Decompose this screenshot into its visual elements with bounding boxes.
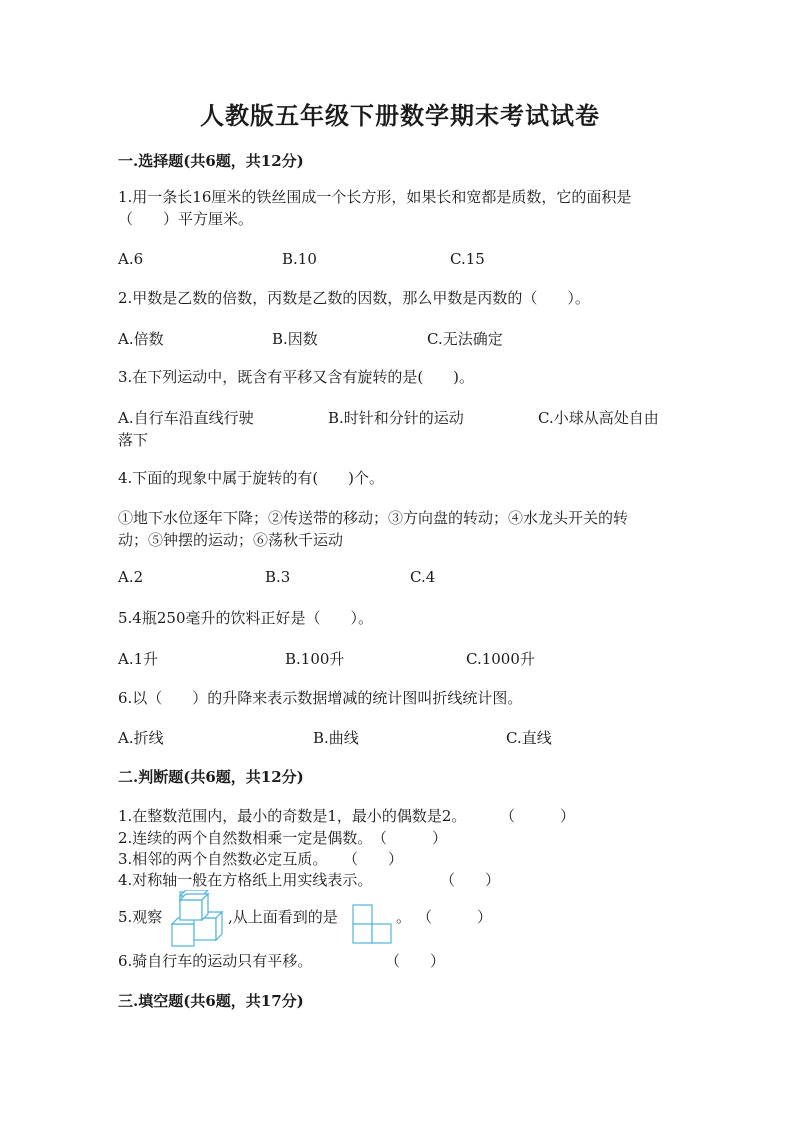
choice-question-2: 2.甲数是乙数的倍数，丙数是乙数的因数，那么甲数是丙数的（ ）。 <box>118 289 590 307</box>
choice-question-6: 6.以（ ）的升降来表示数据增减的统计图叫折线统计图。 <box>118 689 523 707</box>
top-view-figure <box>352 904 392 944</box>
question-stem-cont: （ ）平方厘米。 <box>118 210 254 228</box>
section-heading-judge: 二.判断题(共6题，共12分) <box>118 768 304 786</box>
choice-question-4: 4.下面的现象中属于旋转的有( )个。 <box>118 469 385 487</box>
option-b: B.3 <box>265 568 291 586</box>
judge-question-1: 1.在整数范围内，最小的奇数是1，最小的偶数是2。 <box>118 807 467 825</box>
option-a: A.6 <box>118 250 144 268</box>
judge-question-5-suffix: 。 <box>396 908 412 926</box>
judge-question-2: 2.连续的两个自然数相乘一定是偶数。 <box>118 829 373 847</box>
detail-line-1: ①地下水位逐年下降；②传送带的移动；③方向盘的转动；④水龙头开关的转 <box>118 509 629 527</box>
judge-question-4: 4.对称轴一般在方格纸上用实线表示。 <box>118 871 373 889</box>
option-c: C.无法确定 <box>427 330 503 348</box>
option-b: B.10 <box>282 250 317 268</box>
option-b: B.曲线 <box>313 729 359 747</box>
option-b: B.时针和分针的运动 <box>328 409 464 427</box>
option-b: B.因数 <box>272 330 318 348</box>
judge-question-5-prefix: 5.观察 <box>118 908 163 926</box>
cube-stack-figure <box>170 890 228 948</box>
section-heading-choice: 一.选择题(共6题，共12分) <box>118 152 304 170</box>
section-heading-fill: 三.填空题(共6题，共17分) <box>118 992 304 1010</box>
judge-question-5-middle: ,从上面看到的是 <box>228 908 338 926</box>
page-title: 人教版五年级下册数学期末考试试卷 <box>200 101 600 130</box>
choice-question-4-detail <box>118 507 688 551</box>
judge-question-3: 3.相邻的两个自然数必定互质。 <box>118 850 328 868</box>
option-a: A.1升 <box>118 650 159 668</box>
answer-paren: （ ） <box>440 871 501 889</box>
option-a: A.折线 <box>118 729 164 747</box>
choice-question-1 <box>118 186 688 230</box>
option-a: A.倍数 <box>118 330 164 348</box>
option-c: C.小球从高处自由 <box>538 409 659 427</box>
question-stem: 1.用一条长16厘米的铁丝围成一个长方形，如果长和宽都是质数，它的面积是 <box>118 188 632 206</box>
answer-paren: （ ） <box>385 952 446 970</box>
option-c: C.1000升 <box>466 650 535 668</box>
choice-question-5: 5.4瓶250毫升的饮料正好是（ ）。 <box>118 609 373 627</box>
judge-question-6: 6.骑自行车的运动只有平移。 <box>118 952 313 970</box>
option-c: C.15 <box>450 250 485 268</box>
option-a: A.2 <box>118 568 144 586</box>
answer-paren: （ ） <box>417 908 493 926</box>
answer-paren: （ ） <box>372 829 448 847</box>
answer-paren: （ ） <box>500 807 576 825</box>
option-c-cont: 落下 <box>118 431 149 449</box>
choice-question-3: 3.在下列运动中，既含有平移又含有旋转的是( )。 <box>118 368 475 386</box>
answer-paren: （ ） <box>343 850 404 868</box>
detail-line-2: 动；⑤钟摆的运动；⑥荡秋千运动 <box>118 531 344 549</box>
option-b: B.100升 <box>285 650 345 668</box>
option-c: C.直线 <box>506 729 552 747</box>
option-a: A.自行车沿直线行驶 <box>118 409 254 427</box>
option-c: C.4 <box>410 568 436 586</box>
